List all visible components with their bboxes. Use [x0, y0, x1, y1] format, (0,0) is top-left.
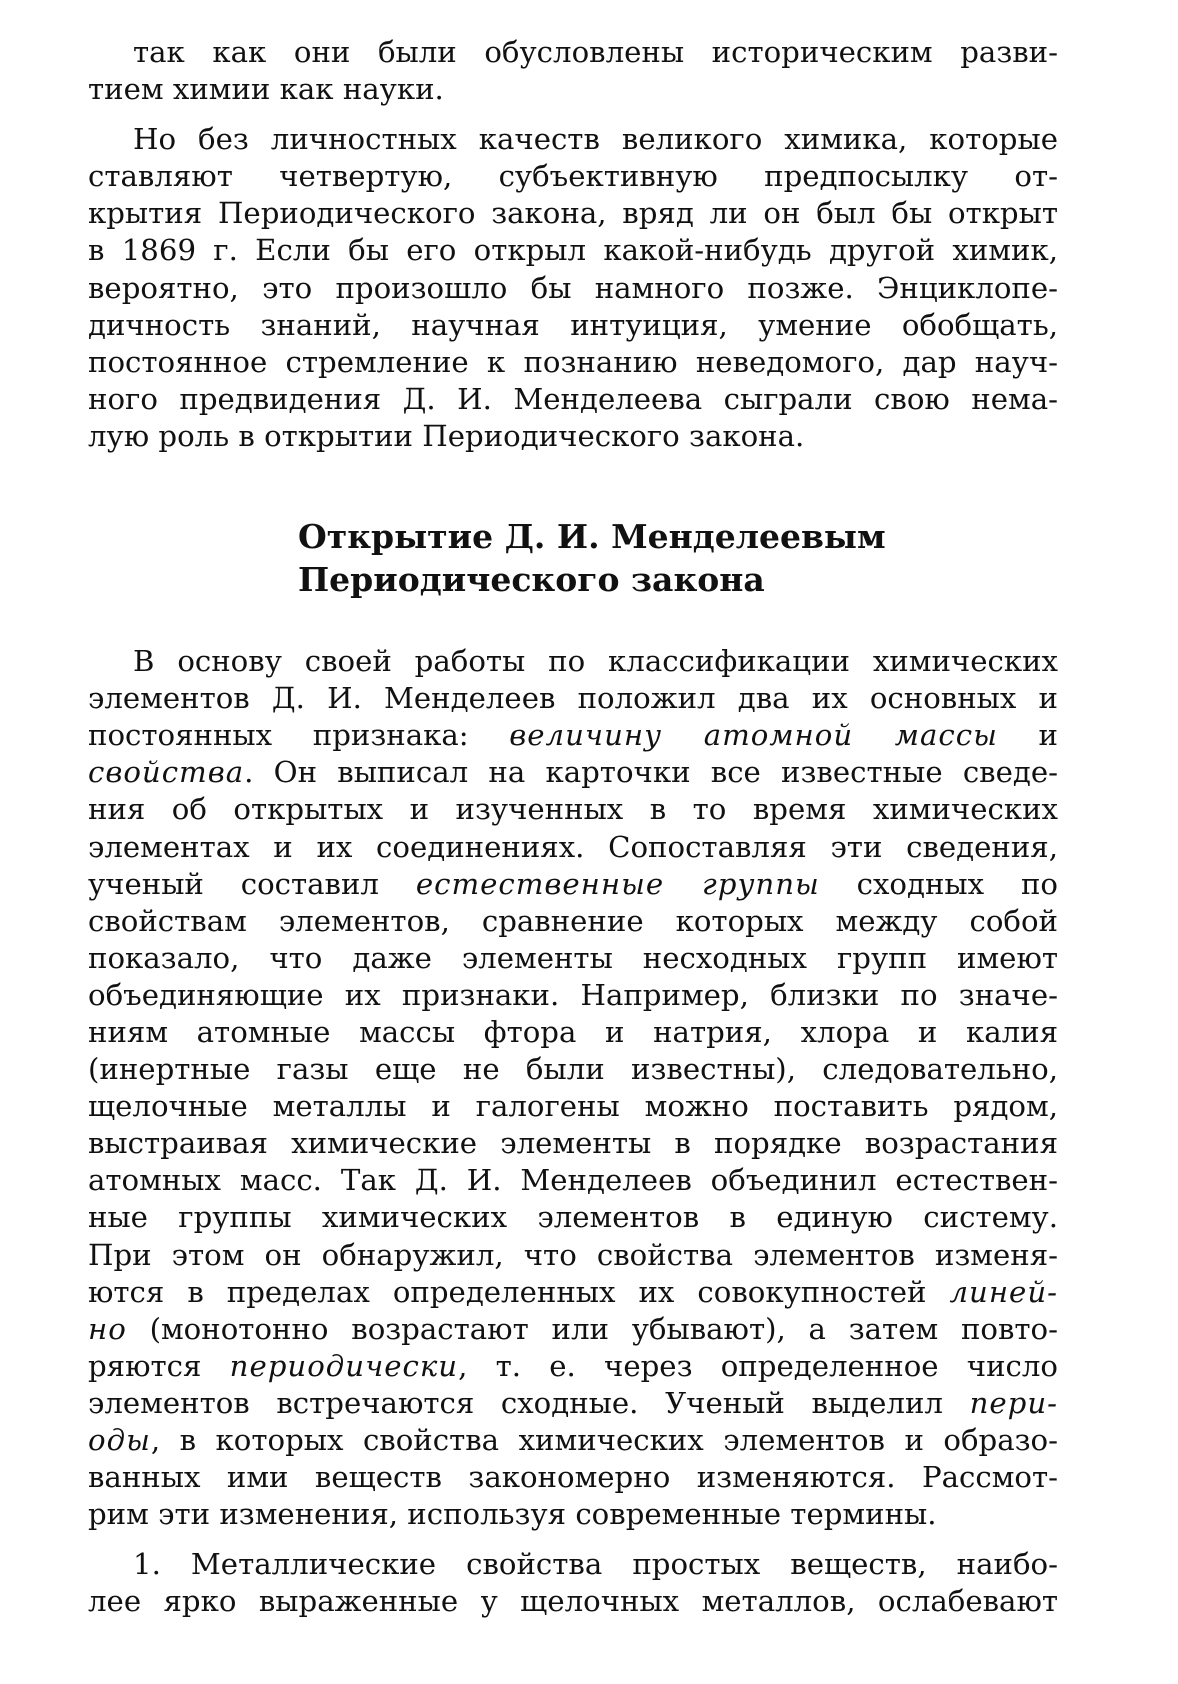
italic-term: пери-	[969, 1385, 1058, 1420]
text-line: рим эти изменения, используя современные термины.	[88, 1497, 937, 1532]
paragraph-continuation	[88, 34, 1058, 108]
text-line	[88, 1422, 1058, 1459]
italic-term: но	[88, 1311, 127, 1346]
text-segment: постоянных признака:	[88, 718, 510, 753]
text-line: тием химии как науки.	[88, 72, 444, 107]
text-line	[88, 1311, 1058, 1348]
text-line: так как они были обусловлены историческим разви-	[133, 35, 1058, 69]
text-line: ставляют четвертую, субъективную предпосылку от-	[88, 159, 1058, 194]
text-line: ные группы химических элементов в единую систему.	[88, 1200, 1058, 1235]
text-segment: (монотонно возрастают или убывают), а затем повто-	[126, 1311, 1058, 1346]
text-line	[88, 866, 1058, 903]
text-line: ния об открытых и изученных в то время химических	[88, 792, 1058, 827]
text-line: атомных масс. Так Д. И. Менделеев объединил естествен-	[88, 1163, 1058, 1198]
text-segment: сходных по	[819, 866, 1058, 901]
text-line: щелочные металлы и галогены можно поставить рядом,	[88, 1089, 1058, 1124]
text-segment: и	[997, 718, 1058, 753]
text-line: элементов Д. И. Менделеев положил два их основных и	[88, 681, 1058, 716]
italic-term: периодически	[229, 1348, 459, 1383]
italic-term: оды	[88, 1423, 151, 1457]
text-line: в 1869 г. Если бы его открыл какой-нибудь другой химик,	[88, 233, 1058, 268]
text-line: показало, что даже элементы несходных групп имеют	[88, 940, 1058, 975]
text-segment: ученый составил	[88, 866, 416, 901]
text-line	[88, 1385, 1058, 1422]
text-segment: . Он выписал на карточки все известные сведе-	[244, 755, 1058, 790]
page	[88, 34, 1058, 1633]
text-line: элементах и их соединениях. Сопоставляя эти сведения,	[88, 829, 1058, 864]
text-line: лее ярко выраженные у щелочных металлов, ослабевают	[88, 1584, 1058, 1619]
text-line	[88, 1274, 1058, 1311]
text-line: лую роль в открытии Периодического закона.	[88, 418, 805, 453]
text-line	[88, 1348, 1058, 1385]
text-line: дичность знаний, научная интуиция, умение обобщать,	[88, 307, 1058, 342]
text-segment: ряются	[88, 1348, 230, 1383]
text-line: Но без личностных качеств великого химика, которые	[133, 122, 1058, 157]
text-line: При этом он обнаружил, что свойства элементов изменя-	[88, 1237, 1058, 1272]
text-line: объединяющие их признаки. Например, близки по значе-	[88, 977, 1058, 1012]
heading-line: Периодического закона	[298, 560, 765, 600]
text-line: В основу своей работы по классификации химических	[133, 644, 1058, 679]
text-line: ванных ими веществ закономерно изменяются. Рассмот-	[88, 1460, 1058, 1495]
text-line	[88, 754, 1058, 791]
italic-term: линей-	[949, 1274, 1058, 1309]
text-line: ниям атомные массы фтора и натрия, хлора и калия	[88, 1014, 1058, 1049]
paragraph-personal-qualities	[88, 121, 1058, 455]
text-line: крытия Периодического закона, вряд ли он был бы открыт	[88, 196, 1058, 231]
italic-term: свойства	[88, 755, 245, 790]
paragraph-classification	[88, 643, 1058, 1533]
text-line: 1. Металлические свойства простых веществ, наибо-	[133, 1547, 1058, 1582]
text-line: (инертные газы еще не были известны), следовательно,	[88, 1052, 1058, 1087]
text-segment: элементов встречаются сходные. Ученый выделил	[88, 1385, 970, 1420]
heading-line: Открытие Д. И. Менделеевым	[298, 517, 886, 557]
italic-term: естественные группы	[415, 866, 820, 901]
text-segment: , т. е. через определенное число	[458, 1348, 1058, 1383]
text-line: свойствам элементов, сравнение которых между собой	[88, 903, 1058, 938]
section-heading	[298, 515, 1058, 601]
text-segment: , в которых свойства химических элементов и образо-	[150, 1423, 1058, 1457]
text-line: вероятно, это произошло бы намного позже. Энциклопе-	[88, 270, 1058, 305]
text-line	[88, 717, 1058, 754]
text-line: выстраивая химические элементы в порядке возрастания	[88, 1126, 1058, 1161]
italic-term: величину атомной массы	[509, 718, 998, 753]
paragraph-metallic-properties	[88, 1546, 1058, 1620]
text-line: постоянное стремление к познанию неведомого, дар науч-	[88, 344, 1058, 379]
text-segment: ются в пределах определенных их совокупностей	[88, 1274, 950, 1309]
text-line: ного предвидения Д. И. Менделеева сыграли свою нема-	[88, 381, 1058, 416]
